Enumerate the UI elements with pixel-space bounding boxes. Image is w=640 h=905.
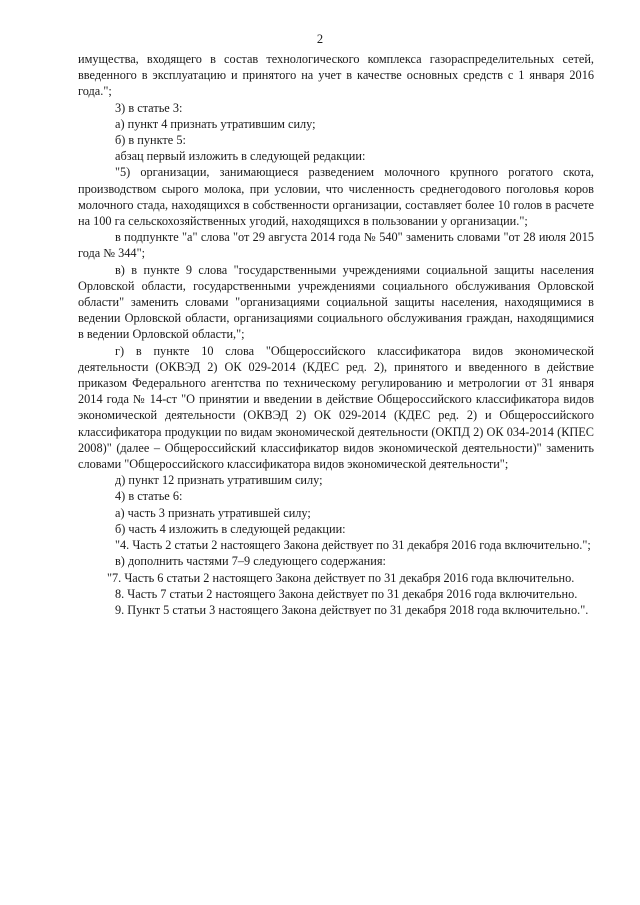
paragraph: "4. Часть 2 статьи 2 настоящего Закона действует по 31 декабря 2016 года включительно."; bbox=[115, 538, 591, 553]
paragraph: в подпункте "а" слова "от 29 августа 2014 года № 540" заменить словами "от 28 июля 2015 года № 344"; bbox=[78, 230, 594, 261]
paragraph: а) пункт 4 признать утратившим силу; bbox=[115, 116, 316, 131]
paragraph: "7. Часть 6 статьи 2 настоящего Закона действует по 31 декабря 2016 года включительно. bbox=[107, 570, 575, 585]
paragraph: д) пункт 12 признать утратившим силу; bbox=[115, 473, 323, 488]
paragraph: б) в пункте 5: bbox=[115, 133, 186, 148]
page-number: 2 bbox=[316, 32, 324, 46]
paragraph: в) в пункте 9 слова "государственными учреждениями социальной защиты населения Орловской области, государственными учреждениями социального обслуживания Орловской области" заменить словами "организациями социальной защиты населения, находящимися в ведении Орловской области, организациями социального обслуживания граждан, находящимися в ведении Орловской области,"; bbox=[78, 262, 594, 342]
paragraph: а) часть 3 признать утратившей силу; bbox=[115, 505, 311, 520]
paragraph: 9. Пункт 5 статьи 3 настоящего Закона действует по 31 декабря 2018 года включительно.". bbox=[115, 602, 589, 617]
paragraph: в) дополнить частями 7–9 следующего содержания: bbox=[115, 554, 386, 569]
paragraph: 3) в статье 3: bbox=[115, 100, 183, 115]
paragraph: абзац первый изложить в следующей редакции: bbox=[115, 149, 366, 164]
paragraph: "5) организации, занимающиеся разведением молочного крупного рогатого скота, производством сырого молока, при условии, что численность среднегодового поголовья коров молочного стада, находящихся в собственности организации, составляет более 10 голов в расчете на 100 га сельскохозяйственных угодий, находящихся в пользовании у организации."; bbox=[78, 165, 594, 229]
paragraph: б) часть 4 изложить в следующей редакции: bbox=[115, 521, 346, 536]
paragraph: 4) в статье 6: bbox=[115, 489, 183, 504]
paragraph: 8. Часть 7 статьи 2 настоящего Закона действует по 31 декабря 2016 года включительно. bbox=[115, 586, 578, 601]
paragraph: имущества, входящего в состав технологического комплекса газораспределительных сетей, введенного в эксплуатацию и принятого на учет в качестве основных средств с 1 января 2016 года."; bbox=[78, 52, 594, 99]
paragraph: г) в пункте 10 слова "Общероссийского классификатора видов экономической деятельности (ОКВЭД 2) ОК 029-2014 (КДЕС ред. 2), принятого и введенного в действие приказом Федерального агентства по техническому регулированию и метрологии от 31 января 2014 года № 14-ст "О принятии и введении в действие Общероссийского классификатора видов экономической деятельности (ОКВЭД 2) ОК 029-2014 (КДЕС ред. 2) и Общероссийского классификатора продукции по видам экономической деятельности (ОКПД 2) ОК 034-2014 (КПЕС 2008)" (далее – Общероссийский классификатор видов экономической деятельности)" заменить словами "Общероссийского классификатора видов экономической деятельности"; bbox=[78, 343, 594, 472]
document-body bbox=[78, 51, 594, 618]
